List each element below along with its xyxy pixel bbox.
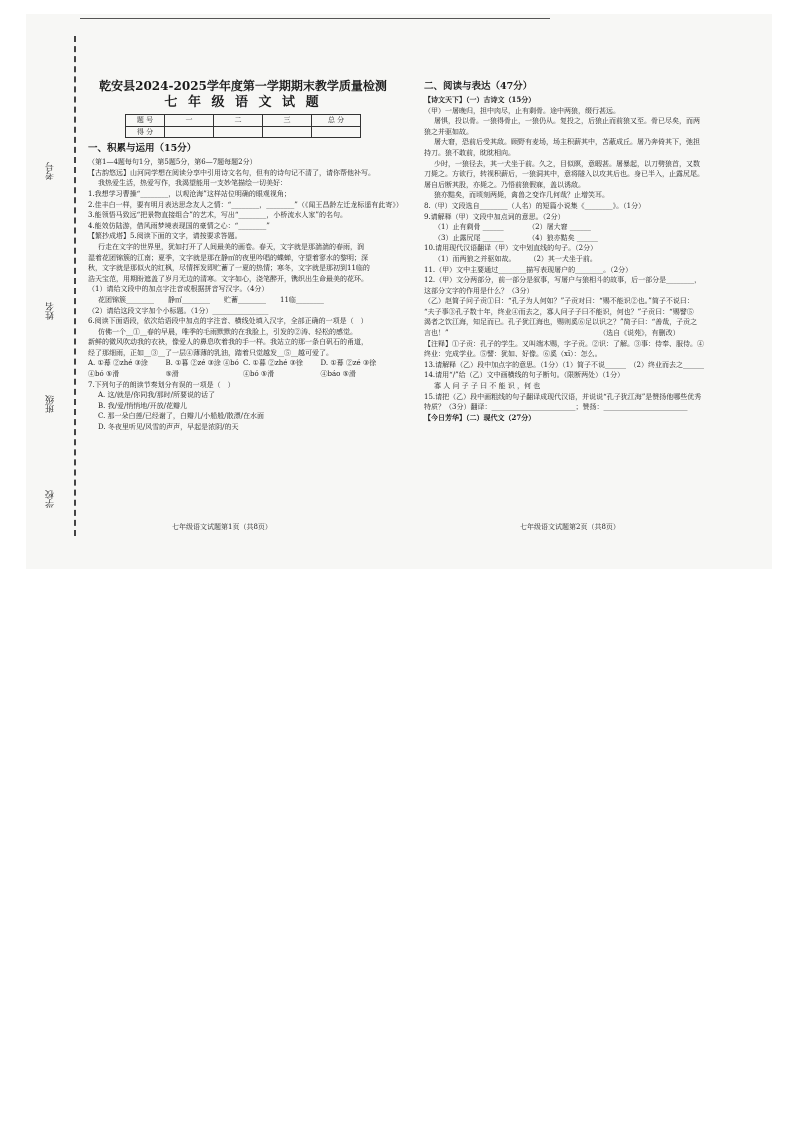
question-line: 这部分文字的作用是什么？（3分） xyxy=(424,286,534,295)
passage-line: 屠惧，投以骨。一狼得骨止，一狼仍从。复投之，后狼止而前狼又至。骨已尽矣，而两 xyxy=(434,117,700,126)
score-cell: 三 xyxy=(263,115,312,127)
passage-line: “夫子事③孔子数十年，终业④而去之，寡人问子子曰不能识，何也？”子贡曰：“赐譬⑤ xyxy=(424,307,694,316)
side-label-class: 班级 xyxy=(46,395,56,413)
score-row-header xyxy=(126,115,361,127)
question-line: 12.（甲）文分两部分，前一部分是叙事，写屠户与狼相斗的故事，后一部分是________， xyxy=(424,276,702,285)
question-line: 3.能领悟马致远“把景物直接组合”的艺术，写出“________，小桥流水人家”的名句。 xyxy=(88,211,347,220)
annotation-line: 【注释】①子贡：孔子的学生。又叫端木赐，字子贡。②识：了解。③事：侍奉、服侍。④ xyxy=(424,339,704,348)
score-cell: 题 号 xyxy=(126,115,165,127)
side-label-name: 姓名 xyxy=(46,302,56,320)
score-input-cell[interactable] xyxy=(214,126,263,138)
question-line: 15.请把（乙）段中画粗线的句子翻译成现代汉语，并说说“孔子犹江海”是赞扬他哪些优秀 xyxy=(424,392,702,401)
exam-title: 乾安县2024-2025学年度第一学期期末教学质量检测 xyxy=(99,79,387,93)
subsection-heading: 【今日芳华】（二）现代文（27分） xyxy=(424,412,536,422)
score-table xyxy=(125,114,361,138)
question-line: 8.（甲）文段选自________（人名）的短篇小说集《________》。（1分） xyxy=(424,201,646,210)
question-line: 【繁抄成塔】5.阅读下面的文字，请按要求答题。 xyxy=(88,232,242,241)
score-cell: 得 分 xyxy=(126,126,165,138)
subsection-heading: 【诗文天下】（一）古诗文（15分） xyxy=(424,95,536,104)
section-heading: 二、阅读与表达（47分） xyxy=(424,81,533,92)
option-line: C. 那一朵白莲/已经谢了，白瓣儿/小船般/散漂/在水面 xyxy=(98,412,264,421)
passage-line: 狼之并驱如故。 xyxy=(424,127,473,136)
option-d: D. ①幕 ②zé ③徐 ④báo ⑤滑 xyxy=(320,359,377,379)
q6-options xyxy=(88,358,398,379)
option-line: B. 我/爱/悄悄地/开放/花瓣儿 xyxy=(98,401,188,410)
question-line: 11.（甲）文中主要通过________描写表现屠户的________。（2分） xyxy=(424,265,633,274)
option-a: A. ①幕 ②zhé ③涂 ④bó ⑤滑 xyxy=(88,359,148,379)
side-label-school: 学校 xyxy=(46,490,56,508)
passage-line: 湿着花团锦簇的江南；夏季，文字就是那在静㎡的夜里吟唱的蝶蝉，守望着寥水的黎明；深 xyxy=(88,253,368,262)
question-line: 寡 人 问 子 子 曰 不 能 识 ，何 也 xyxy=(434,382,541,391)
passage-line: 少时，一狼径去，其一犬坐于前。久之，目似瞑，意暇甚。屠暴起，以刀劈狼首，又数 xyxy=(434,159,700,168)
passage-line: （乙）赵简子问子贡①曰：“孔子为人何如？”子贡对曰：“赐不能识②也。”简子不说曰： xyxy=(424,297,694,306)
question-line: 6.阅读下面语段，依次给语段中加点的字注音、横线处填入汉字，全部正确的一项是（ ） xyxy=(88,317,368,326)
passage-line: 行走在文字的世界里，犹如打开了人间最美的画卷。春天，文字就是那湍湍的春雨，润 xyxy=(98,242,364,251)
passage-line: （甲）一屠晚归，担中肉尽，止有剩骨。途中两狼，缀行甚远。 xyxy=(424,106,620,115)
score-input-cell[interactable] xyxy=(165,126,214,138)
question-line: 1.我想学习曹操“________，以观沧海”这样站位明确的眼观视角； xyxy=(88,189,291,198)
page-footer-left: 七年级语文试题第1页（共8页） xyxy=(172,523,272,531)
passage-line: 刀毙之。方欲行，转视积薪后，一狼洞其中，意将隧入以攻其后也。身已半入，止露尻尾。 xyxy=(424,170,704,179)
binding-line xyxy=(74,36,76,536)
passage-line: 言也！” （选自《说苑》，有删改） xyxy=(424,329,680,338)
question-line: （1）而两狼之并驱如故。 （2）其一犬坐于前。 xyxy=(434,254,597,263)
score-input-cell[interactable] xyxy=(263,126,312,138)
option-b: B. ①暮 ②zé ③涂 ④bó ⑤滑 xyxy=(165,359,239,379)
option-line: D. 冬夜里听见/风雪的声声，早起是浓阴/的天 xyxy=(98,423,239,432)
section-heading: 一、积累与运用（15分） xyxy=(88,143,197,155)
passage-line: 仿佛一个__①__春的早晨，唯季的毛雨默默的在我脸上，引发的②涛、轻松的感觉。 xyxy=(98,327,357,336)
question-line: 花团锦簇________ 静㎡________ 贮蓄________ 11临________ xyxy=(98,295,324,304)
question-line: 7.下列句子的朗读节奏划分有误的一项是（ ） xyxy=(88,380,235,389)
passage-line: 浩天宝范，用期盼遮盖了岁月无边的清寒。文字如心，浇笔醉开，镌织出生命最美的花环。 xyxy=(88,274,368,283)
exam-subtitle: 七 年 级 语 文 试 题 xyxy=(164,95,322,110)
score-cell: 二 xyxy=(214,115,263,127)
side-label-exam-number: 考号 xyxy=(46,162,56,180)
passage-line: 狼亦黠矣，而顷刻两毙，禽兽之变诈几何哉？止增笑耳。 xyxy=(434,191,609,200)
question-line: （2）请给这段文字加个小标题。（1分）________________ xyxy=(88,306,269,315)
passage-line: 新鲜的微风吹动我的衣袂，像爱人的鼻息吹着我的手一样。我站立的那一条白矾石的甬道， xyxy=(88,338,368,347)
question-line: 10.请用现代汉语翻译（甲）文中划直线的句子。（2分） xyxy=(424,244,598,253)
passage-line: 秋，文字就是那似火的红枫，尽情挥发即贮蓄了一夏的热情；寒冬，文字就是那初到11临的 xyxy=(88,264,370,273)
passage-line: 屠自后断其股，亦毙之。乃悟前狼假寐，盖以诱敌。 xyxy=(424,180,585,189)
left-page xyxy=(88,78,403,433)
text-line: 【古韵悠远】山河同学想在阅读分享中引用诗文名句，但有的诗句记不清了，请你帮他补写。 xyxy=(88,168,375,177)
question-line: 13.请解释（乙）段中加点字的意思。（1分）（1）简子不说______ （2）终业而去之______ xyxy=(424,360,704,369)
score-cell: 一 xyxy=(165,115,214,127)
right-page xyxy=(424,78,764,423)
option-line: A. 这/就是/你同我/那时/所要说的话了 xyxy=(98,391,215,400)
question-line: 4.能效仿陆游，借风雨梦境表现国的豪情之心：“________” xyxy=(88,221,270,230)
top-rule xyxy=(80,18,550,19)
score-row-points xyxy=(126,126,361,138)
question-line: 特质？（3分）翻译：________________________；赞扬：________________________ xyxy=(424,403,688,412)
passage-line: 经了那细雨，正如__③__了一层④薄薄的乳油，踏着只觉越发__⑤__越可爱了。 xyxy=(88,348,333,357)
question-line: 14.请用“/”给（乙）文中画横线的句子断句。（限断两处）（1分） xyxy=(424,371,625,380)
passage-line: 持刀。狼不敢前，眈眈相向。 xyxy=(424,148,515,157)
score-cell: 总 分 xyxy=(312,115,361,127)
question-line: 2.佳丰白一样，要有明月表达思念友人之情：“________，________”（《闻王昌龄左迁龙标遥有此寄》） xyxy=(88,200,403,209)
question-line: 9.请解释（甲）文段中加点词的意思。（2分） xyxy=(424,212,565,221)
passage-line: 渴者之饮江海，知足而已。孔子犹江海也，赐则奚⑥足以识之？”简子曰：“善哉，子贡之 xyxy=(424,318,698,327)
passage-line: 屠大窘，恐前后受其敌。顾野有麦场，场主积薪其中，苫蔽成丘。屠乃奔倚其下，弛担 xyxy=(434,138,700,147)
question-line: （1）止有剩骨 ______ （2）屠大窘 ______ xyxy=(434,223,591,232)
text-line: 我热爱生活，热爱写作，我渴望能用一支妙笔描绘一切美好： xyxy=(98,179,287,188)
text-line: （第1—4题每句1分，第5题5分，第6—7题每题2分） xyxy=(88,158,257,167)
score-input-cell[interactable] xyxy=(312,126,361,138)
page-footer-right: 七年级语文试题第2页（共8页） xyxy=(520,523,620,531)
question-line: （1）请给文段中的加点字注音或根据拼音写汉字。（4分） xyxy=(88,285,269,294)
annotation-line: 终业：完成学业。⑤譬：犹如、好像。⑥奚（xī）：怎么。 xyxy=(424,350,602,359)
question-line: （3）止露尻尾 ______ （4）狼亦黠矣 ______ xyxy=(434,233,598,242)
option-c: C. ①暮 ②zhé ③徐 ④bó ⑤滑 xyxy=(243,359,303,379)
